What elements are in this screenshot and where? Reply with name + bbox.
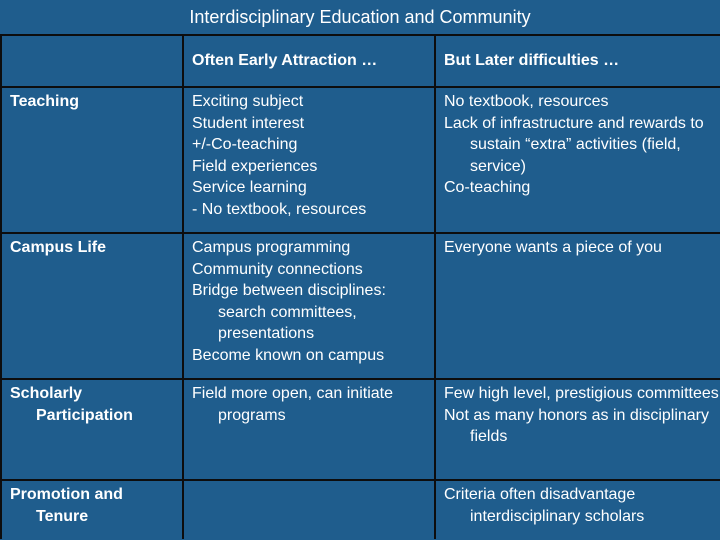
list-item: Lack of infrastructure and rewards to sustain “extra” activities (field, service)	[444, 114, 704, 175]
table-row	[1, 379, 720, 480]
early-cell	[183, 87, 435, 233]
header-label: Often Early Attraction …	[192, 52, 378, 70]
table-header-row	[1, 35, 720, 87]
header-label: But Later difficulties …	[444, 52, 620, 70]
list-item: Student interest	[192, 114, 305, 132]
list-item: Co-teaching	[444, 179, 531, 197]
list-item: Bridge between disciplines: search committees, presentations	[192, 282, 386, 343]
page-title: Interdisciplinary Education and Community	[0, 0, 720, 34]
row-label-cell	[1, 87, 183, 233]
header-cell-empty	[1, 35, 183, 87]
table-row	[1, 233, 720, 379]
list-item: Exciting subject	[192, 93, 304, 110]
header-cell-early-attraction	[183, 35, 435, 87]
header-cell-later-difficulties	[435, 35, 720, 87]
list-item: Campus programming	[192, 239, 351, 256]
list-item: Community connections	[192, 260, 363, 278]
table-row	[1, 87, 720, 233]
early-cell	[183, 480, 435, 539]
list-item: Not as many honors as in disciplinary fields	[444, 406, 710, 446]
comparison-table	[0, 34, 720, 539]
early-cell	[183, 379, 435, 480]
list-item: - No textbook, resources	[192, 200, 367, 218]
list-item: Service learning	[192, 179, 307, 197]
table-row	[1, 480, 720, 539]
row-label-cell	[1, 480, 183, 539]
list-item: +/-Co-teaching	[192, 136, 298, 154]
row-label: Scholarly Participation	[10, 385, 133, 424]
list-item: Field more open, can initiate programs	[192, 385, 393, 424]
list-item: Everyone wants a piece of you	[444, 239, 662, 256]
later-cell	[435, 233, 720, 379]
row-label-cell	[1, 379, 183, 480]
row-label: Campus Life	[10, 239, 107, 256]
list-item: Few high level, prestigious committees	[444, 385, 719, 402]
row-label: Promotion and Tenure	[10, 486, 123, 525]
row-label-cell	[1, 233, 183, 379]
later-cell	[435, 379, 720, 480]
early-cell	[183, 233, 435, 379]
later-cell	[435, 87, 720, 233]
list-item: No textbook, resources	[444, 93, 609, 110]
list-item: Become known on campus	[192, 346, 385, 364]
list-item: Criteria often disadvantage interdisciplinary scholars	[444, 486, 645, 525]
row-label: Teaching	[10, 93, 80, 110]
later-cell	[435, 480, 720, 539]
list-item: Field experiences	[192, 157, 318, 175]
